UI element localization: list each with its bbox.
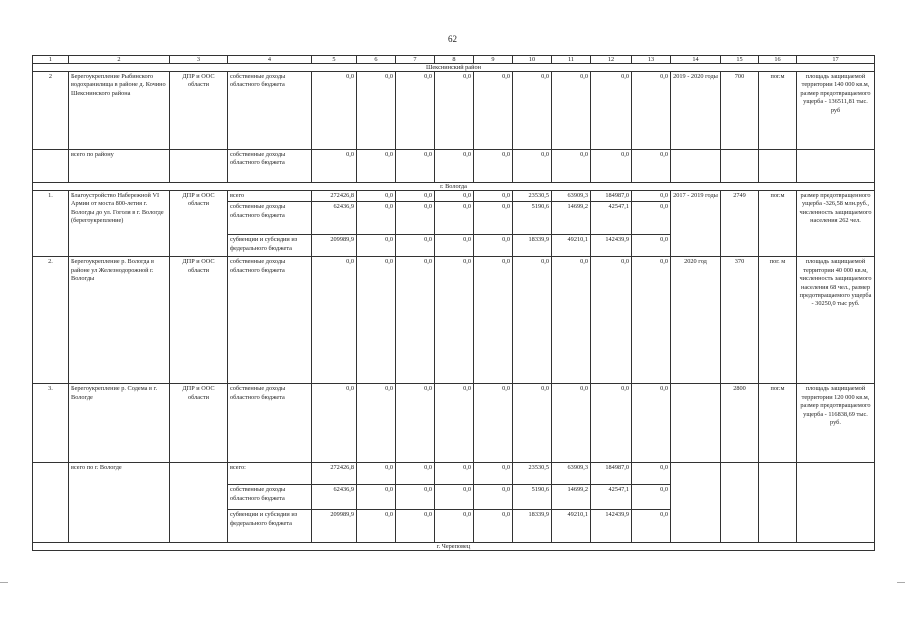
column-number: 4 <box>228 56 312 64</box>
empty-cell <box>759 463 797 543</box>
section-title: г. Вологда <box>33 183 875 191</box>
column-number: 8 <box>435 56 474 64</box>
value-cell: 0,0 <box>474 191 513 202</box>
object-name: Благоустройство Набережной VI Армии от моста 800-летия г. Вологды до ул. Гоголя в г. Вологде (берегоукрепление) <box>69 191 170 257</box>
column-number: 11 <box>552 56 591 64</box>
value-cell: 23530,5 <box>513 191 552 202</box>
section-header-row <box>33 543 875 551</box>
empty-cell <box>759 150 797 183</box>
value-cell: 184987,0 <box>591 463 632 485</box>
funding-source: собственные доходы областного бюджета <box>228 485 312 510</box>
period: 2020 год <box>671 257 721 384</box>
value-cell: 0,0 <box>396 191 435 202</box>
object-name: Берегоукрепление Рыбинского водохранилища в районе д. Кочино Шекснинского района <box>69 72 170 150</box>
column-number: 7 <box>396 56 435 64</box>
funding-source: собственные доходы областного бюджета <box>228 257 312 384</box>
effect: площадь защищаемой территории 120 000 кв.м, размер предотвращаемого ущерба - 116838,69 тыс. руб. <box>797 384 875 463</box>
value-cell: 14699,2 <box>552 485 591 510</box>
empty-cell <box>170 463 228 543</box>
column-number-row <box>33 56 875 64</box>
value-cell: 0,0 <box>357 235 396 257</box>
empty-cell <box>797 150 875 183</box>
section-title: г. Череповец <box>33 543 875 551</box>
funding-source: субвенции и субсидии из федерального бюджета <box>228 510 312 543</box>
value-cell: 0,0 <box>513 72 552 150</box>
value-cell: 0,0 <box>396 485 435 510</box>
quantity: 2800 <box>721 384 759 463</box>
value-cell: 0,0 <box>632 72 671 150</box>
value-cell: 0,0 <box>513 384 552 463</box>
empty-cell <box>671 463 721 543</box>
value-cell: 0,0 <box>396 202 435 235</box>
column-number: 2 <box>69 56 170 64</box>
value-cell: 0,0 <box>632 485 671 510</box>
value-cell: 0,0 <box>474 202 513 235</box>
value-cell: 0,0 <box>357 463 396 485</box>
unit: пог.м <box>759 191 797 257</box>
value-cell: 209989,9 <box>312 510 357 543</box>
value-cell: 18339,9 <box>513 235 552 257</box>
value-cell: 62436,9 <box>312 485 357 510</box>
column-number: 3 <box>170 56 228 64</box>
value-cell: 0,0 <box>396 510 435 543</box>
column-number: 6 <box>357 56 396 64</box>
value-cell: 142439,9 <box>591 235 632 257</box>
funding-source: собственные доходы областного бюджета <box>228 72 312 150</box>
column-number: 13 <box>632 56 671 64</box>
effect: площадь защищаемой территории 140 000 кв.м, размер предотвращаемого ущерба - 136511,81 тыс. руб <box>797 72 875 150</box>
scan-edge-mark <box>0 582 8 583</box>
value-cell: 18339,9 <box>513 510 552 543</box>
value-cell: 23530,5 <box>513 463 552 485</box>
value-cell: 0,0 <box>312 150 357 183</box>
value-cell: 0,0 <box>357 150 396 183</box>
value-cell: 0,0 <box>474 463 513 485</box>
period: 2017 - 2019 годы <box>671 191 721 257</box>
row-number: 2. <box>33 257 69 384</box>
value-cell: 0,0 <box>435 463 474 485</box>
value-cell: 0,0 <box>474 150 513 183</box>
value-cell: 0,0 <box>396 235 435 257</box>
value-cell: 5190,6 <box>513 202 552 235</box>
value-cell: 0,0 <box>435 72 474 150</box>
value-cell: 0,0 <box>357 485 396 510</box>
value-cell: 63909,3 <box>552 463 591 485</box>
value-cell: 0,0 <box>396 384 435 463</box>
value-cell: 0,0 <box>474 510 513 543</box>
column-number: 12 <box>591 56 632 64</box>
value-cell: 0,0 <box>312 384 357 463</box>
value-cell: 0,0 <box>357 72 396 150</box>
empty-cell <box>721 463 759 543</box>
empty-cell <box>33 150 69 183</box>
object-name: Берегоукрепление р. Вологда в районе ул Железнодорожной г. Вологды <box>69 257 170 384</box>
value-cell: 0,0 <box>435 191 474 202</box>
effect: площадь защищаемой территории 40 000 кв.м, численность защищаемого населения 68 чел., размер предотвращаемого ущерба - 30250,0 тыс руб. <box>797 257 875 384</box>
quantity: 370 <box>721 257 759 384</box>
value-cell: 272426,8 <box>312 463 357 485</box>
value-cell: 0,0 <box>513 257 552 384</box>
empty-cell <box>721 150 759 183</box>
value-cell: 0,0 <box>435 384 474 463</box>
value-cell: 0,0 <box>591 384 632 463</box>
value-cell: 0,0 <box>632 150 671 183</box>
subtotal-label: всего по г. Вологде <box>69 463 170 543</box>
value-cell: 0,0 <box>632 235 671 257</box>
column-number: 17 <box>797 56 875 64</box>
value-cell: 14699,2 <box>552 202 591 235</box>
value-cell: 0,0 <box>396 72 435 150</box>
value-cell: 0,0 <box>435 150 474 183</box>
table-row <box>33 72 875 150</box>
executor: ДПР и ООС области <box>170 191 228 257</box>
value-cell: 0,0 <box>474 72 513 150</box>
value-cell: 62436,9 <box>312 202 357 235</box>
executor: ДПР и ООС области <box>170 384 228 463</box>
page-number: 62 <box>448 34 457 44</box>
executor: ДПР и ООС области <box>170 72 228 150</box>
table-body <box>33 56 875 551</box>
empty-cell <box>797 463 875 543</box>
funding-source: субвенции и субсидии из федерального бюджета <box>228 235 312 257</box>
value-cell: 142439,9 <box>591 510 632 543</box>
unit: пог. м <box>759 257 797 384</box>
column-number: 16 <box>759 56 797 64</box>
value-cell: 0,0 <box>474 384 513 463</box>
value-cell: 0,0 <box>474 257 513 384</box>
object-name: Берегоукрепление р. Содема в г. Вологде <box>69 384 170 463</box>
value-cell: 0,0 <box>312 72 357 150</box>
funding-source: собственные доходы областного бюджета <box>228 202 312 235</box>
value-cell: 0,0 <box>435 235 474 257</box>
value-cell: 0,0 <box>357 384 396 463</box>
executor: ДПР и ООС области <box>170 257 228 384</box>
value-cell: 0,0 <box>632 384 671 463</box>
value-cell: 0,0 <box>632 191 671 202</box>
value-cell: 0,0 <box>474 485 513 510</box>
value-cell: 0,0 <box>435 510 474 543</box>
value-cell: 0,0 <box>396 257 435 384</box>
value-cell: 0,0 <box>396 463 435 485</box>
column-number: 14 <box>671 56 721 64</box>
column-number: 10 <box>513 56 552 64</box>
funding-source: всего: <box>228 463 312 485</box>
value-cell: 0,0 <box>357 257 396 384</box>
empty-cell <box>170 150 228 183</box>
value-cell: 272426,8 <box>312 191 357 202</box>
value-cell: 0,0 <box>435 202 474 235</box>
table-row <box>33 191 875 202</box>
value-cell: 0,0 <box>552 384 591 463</box>
value-cell: 0,0 <box>312 257 357 384</box>
column-number: 1 <box>33 56 69 64</box>
value-cell: 184987,0 <box>591 191 632 202</box>
row-number: 3. <box>33 384 69 463</box>
program-table <box>32 55 875 551</box>
period: 2019 - 2020 годы <box>671 72 721 150</box>
value-cell: 0,0 <box>357 202 396 235</box>
table-row <box>33 463 875 485</box>
value-cell: 0,0 <box>474 235 513 257</box>
quantity: 700 <box>721 72 759 150</box>
row-number: 1. <box>33 191 69 257</box>
value-cell: 0,0 <box>552 72 591 150</box>
value-cell: 63909,3 <box>552 191 591 202</box>
funding-source: всего <box>228 191 312 202</box>
section-header-row <box>33 183 875 191</box>
value-cell: 42547,1 <box>591 485 632 510</box>
funding-source: собственные доходы областного бюджета <box>228 384 312 463</box>
value-cell: 0,0 <box>632 202 671 235</box>
value-cell: 0,0 <box>632 257 671 384</box>
funding-source: собственные доходы областного бюджета <box>228 150 312 183</box>
table-row <box>33 150 875 183</box>
column-number: 5 <box>312 56 357 64</box>
value-cell: 0,0 <box>552 150 591 183</box>
column-number: 9 <box>474 56 513 64</box>
table-row <box>33 384 875 463</box>
value-cell: 49210,1 <box>552 510 591 543</box>
empty-cell <box>671 150 721 183</box>
value-cell: 0,0 <box>357 191 396 202</box>
value-cell: 209989,9 <box>312 235 357 257</box>
value-cell: 0,0 <box>591 72 632 150</box>
value-cell: 0,0 <box>632 463 671 485</box>
value-cell: 0,0 <box>591 150 632 183</box>
value-cell: 0,0 <box>513 150 552 183</box>
row-number: 2 <box>33 72 69 150</box>
unit: пог.м <box>759 384 797 463</box>
subtotal-label: всего по району <box>69 150 170 183</box>
table-row <box>33 257 875 384</box>
value-cell: 0,0 <box>396 150 435 183</box>
value-cell: 42547,1 <box>591 202 632 235</box>
section-header-row <box>33 64 875 72</box>
period <box>671 384 721 463</box>
column-number: 15 <box>721 56 759 64</box>
value-cell: 5190,6 <box>513 485 552 510</box>
effect: размер предотвращенного ущерба -326,58 млн.руб., численность защищаемого населения 262 чел. <box>797 191 875 257</box>
value-cell: 0,0 <box>357 510 396 543</box>
quantity: 2749 <box>721 191 759 257</box>
empty-cell <box>33 463 69 543</box>
value-cell: 0,0 <box>591 257 632 384</box>
value-cell: 0,0 <box>632 510 671 543</box>
scan-edge-mark <box>897 582 905 583</box>
section-title: Шекснинский район <box>33 64 875 72</box>
value-cell: 0,0 <box>435 485 474 510</box>
unit: пог.м <box>759 72 797 150</box>
value-cell: 0,0 <box>552 257 591 384</box>
value-cell: 49210,1 <box>552 235 591 257</box>
value-cell: 0,0 <box>435 257 474 384</box>
